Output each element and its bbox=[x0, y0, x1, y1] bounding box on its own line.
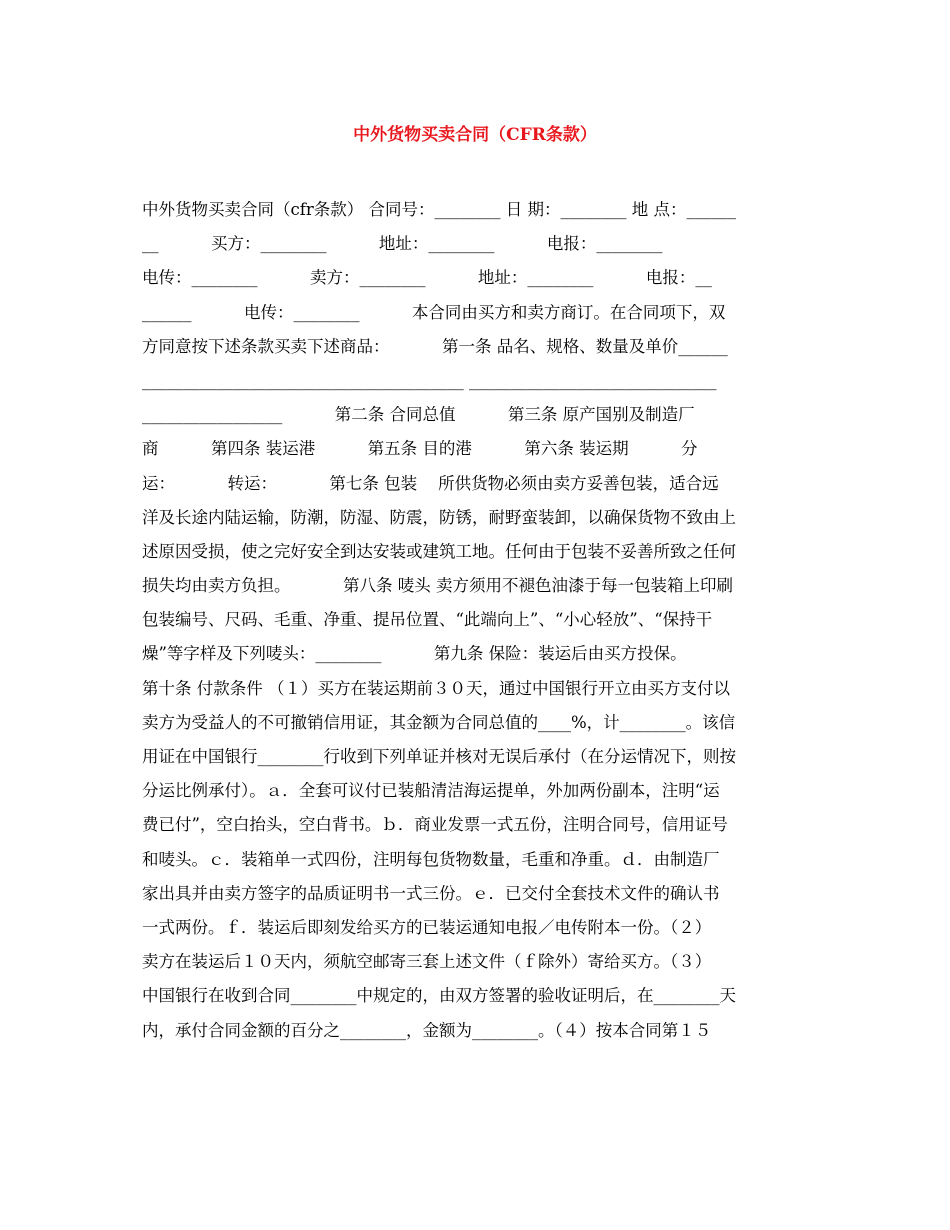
text-line: 包装编号、尺码、毛重、净重、提吊位置、“此端向上”、“小心轻放”、“保持干 bbox=[142, 610, 713, 630]
text-line: 燥”等字样及下列唛头：________ 第九条 保险：装运后由买方投保。 bbox=[142, 644, 687, 664]
text-line: 中外货物买卖合同（cfr条款） 合同号：________ 日 期：________ 地 点：______ bbox=[142, 200, 736, 219]
text-line: 分运比例承付）。ａ．全套可议付已装船清洁海运提单，外加两份副本，注明“运 bbox=[142, 781, 720, 801]
text-line: _________________ 第二条 合同总值 第三条 原产国别及制造厂 bbox=[142, 405, 695, 425]
text-line: 家出具并由卖方签字的品质证明书一式三份。ｅ．已交付全套技术文件的确认书 bbox=[142, 883, 720, 903]
text-line: 和唛头。ｃ．装箱单一式四份，注明每包货物数量，毛重和净重。ｄ．由制造厂 bbox=[142, 849, 720, 869]
text-line: 述原因受损，使之完好安全到达安装或建筑工地。任何由于包装不妥善所致之任何 bbox=[142, 541, 736, 561]
contract-body bbox=[142, 193, 812, 1048]
text-line: 商 第四条 装运港 第五条 目的港 第六条 装运期 分 bbox=[142, 439, 698, 459]
text-line: 用证在中国银行________行收到下列单证并核对无误后承付（在分运情况下，则按 bbox=[142, 747, 736, 766]
text-line: 卖方在装运后１０天内，须航空邮寄三套上述文件（ｆ除外）寄给买方。（３） bbox=[142, 952, 712, 972]
text-line: ______ 电传：________ 本合同由买方和卖方商订。在合同项下，双 bbox=[142, 302, 726, 322]
text-line: __ 买方：________ 地址：________ 电报：________ bbox=[142, 234, 663, 254]
text-line: 一式两份。ｆ．装运后即刻发给买方的已装运通知电报／电传附本一份。（２） bbox=[142, 917, 712, 937]
text-line: 内，承付合同金额的百分之________，金额为________。（４）按本合同第１５ bbox=[142, 1020, 712, 1040]
text-line: 方同意按下述条款买卖下述商品： 第一条 品名、规格、数量及单价______ bbox=[142, 336, 728, 356]
text-line: 电传：________ 卖方：________ 地址：________ 电报：__ bbox=[142, 268, 712, 288]
text-line: 运： 转运： 第七条 包装 所供货物必须由卖方妥善包装，适合远 bbox=[142, 473, 719, 493]
text-line: 损失均由卖方负担。 第八条 唛头 卖方须用不褪色油漆于每一包装箱上印刷 bbox=[142, 576, 733, 596]
text-line: 中国银行在收到合同________中规定的，由双方签署的验收证明后，在________天 bbox=[142, 986, 736, 1006]
text-line: 卖方为受益人的不可撤销信用证，其金额为合同总值的____%，计________。该信 bbox=[142, 712, 736, 732]
text-line: _______________________________________ ______________________________ bbox=[142, 370, 717, 390]
text-line: 费已付”，空白抬头，空白背书。ｂ．商业发票一式五份，注明合同号，信用证号 bbox=[142, 815, 728, 835]
text-line: 洋及长途内陆运输，防潮，防湿、防震，防锈，耐野蛮装卸，以确保货物不致由上 bbox=[142, 507, 736, 527]
text-line: 第十条 付款条件 （１）买方在装运期前３０天，通过中国银行开立由买方支付以 bbox=[142, 678, 730, 698]
document-title: 中外货物买卖合同（CFR条款） bbox=[353, 125, 597, 145]
